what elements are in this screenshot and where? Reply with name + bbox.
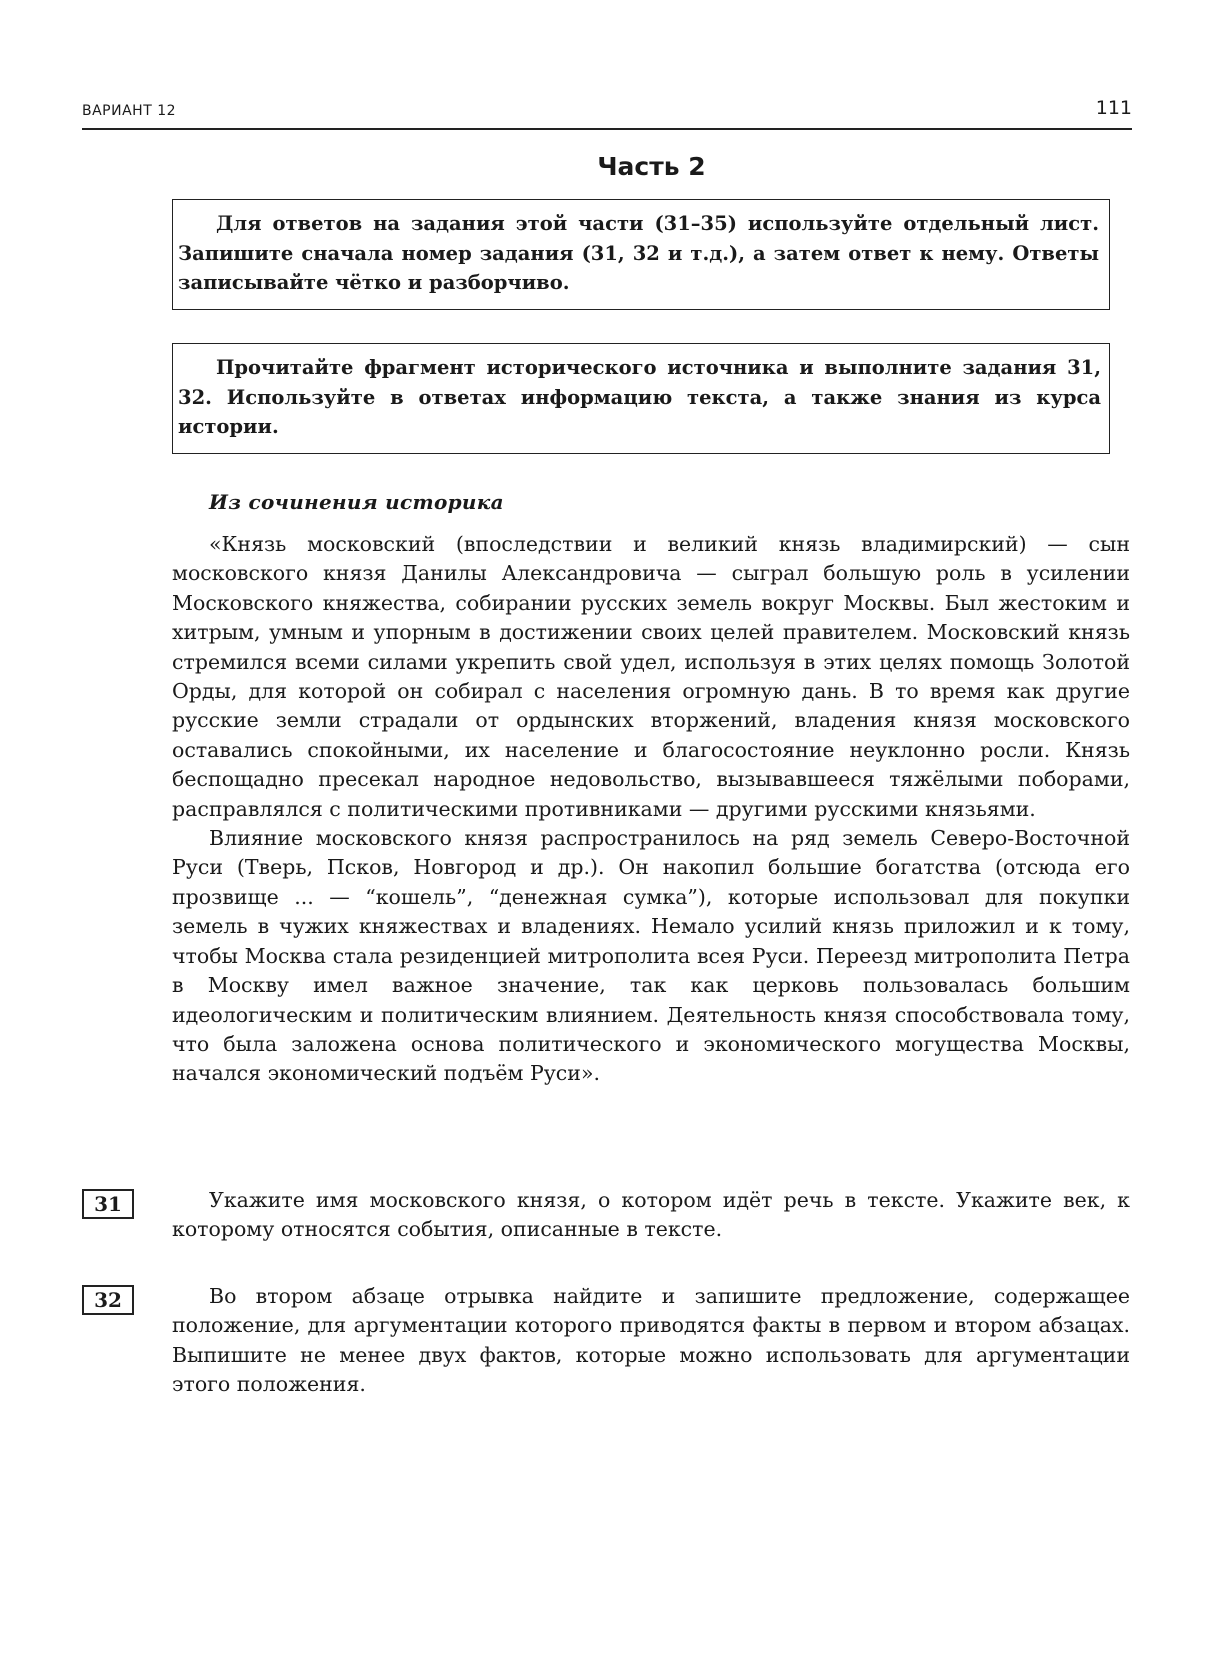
task-text: Во втором абзаце отрывка найдите и запишите предложение, содержащее положение, для аргументации которого приводятся факты в первом и втором абзацах. Выпишите не менее двух фактов, которые можно использовать для аргументации этого положения. xyxy=(172,1284,1130,1397)
source-heading: Из сочинения историка xyxy=(209,490,504,514)
source-paragraph: Влияние московского князя распространилось на ряд земель Северо-Восточной Руси (Тверь, Псков, Новгород и др.). Он накопил большие богатства (отсюда его прозвище ... — “кошель”, “денежная сумка”), которые использовал для покупки земель в чужих княжествах и владениях. Немало усилий князь приложил и к тому, чтобы Москва стала резиденцией митрополита всея Руси. Переезд митрополита Петра в Москву имел важное значение, так как церковь пользовалась большим идеологическим и политическим влиянием. Деятельность князя способствовала тому, что была заложена основа политического и экономического могущества Москвы, начался экономический подъём Руси». xyxy=(172,826,1130,1086)
task-text: Укажите имя московского князя, о котором идёт речь в тексте. Укажите век, к которому относятся события, описанные в тексте. xyxy=(172,1188,1130,1242)
running-header xyxy=(82,96,1132,130)
part-title: Часть 2 xyxy=(597,152,706,181)
source-text xyxy=(172,530,1130,1089)
task-number-box: 31 xyxy=(82,1189,134,1219)
task-number-box: 32 xyxy=(82,1285,134,1315)
variant-label: ВАРИАНТ 12 xyxy=(82,103,177,119)
source-paragraph: «Князь московский (впоследствии и великий князь владимирский) — сын московского князя Данилы Александровича — сыграл большую роль в усилении Московского княжества, собирании русских земель вокруг Москвы. Был жестоким и хитрым, умным и упорным в достижении своих целей правителем. Московский князь стремился всеми силами укрепить свой удел, используя в этих целях помощь Золотой Орды, для которой он собирал с населения огромную дань. В то время как другие русские земли страдали от ордынских вторжений, владения князя московского оставались спокойными, их население и благосостояние неуклонно росли. Князь беспощадно пресекал народное недовольство, вызывавшееся тяжёлыми поборами, расправлялся с политическими противниками — другими русскими князьями. xyxy=(172,532,1130,821)
source-instruction-box xyxy=(172,343,1110,454)
source-instruction-text: Прочитайте фрагмент исторического источника и выполните задания 31, 32. Используйте в ответах информацию текста, а также знания из курса истории. xyxy=(178,356,1101,438)
page-number: 111 xyxy=(1095,97,1132,119)
instruction-text: Для ответов на задания этой части (31–35) используйте отдельный лист. Запишите сначала номер задания (31, 32 и т.д.), а затем ответ к нему. Ответы записывайте чётко и разборчиво. xyxy=(178,212,1099,294)
instruction-box xyxy=(172,199,1110,310)
